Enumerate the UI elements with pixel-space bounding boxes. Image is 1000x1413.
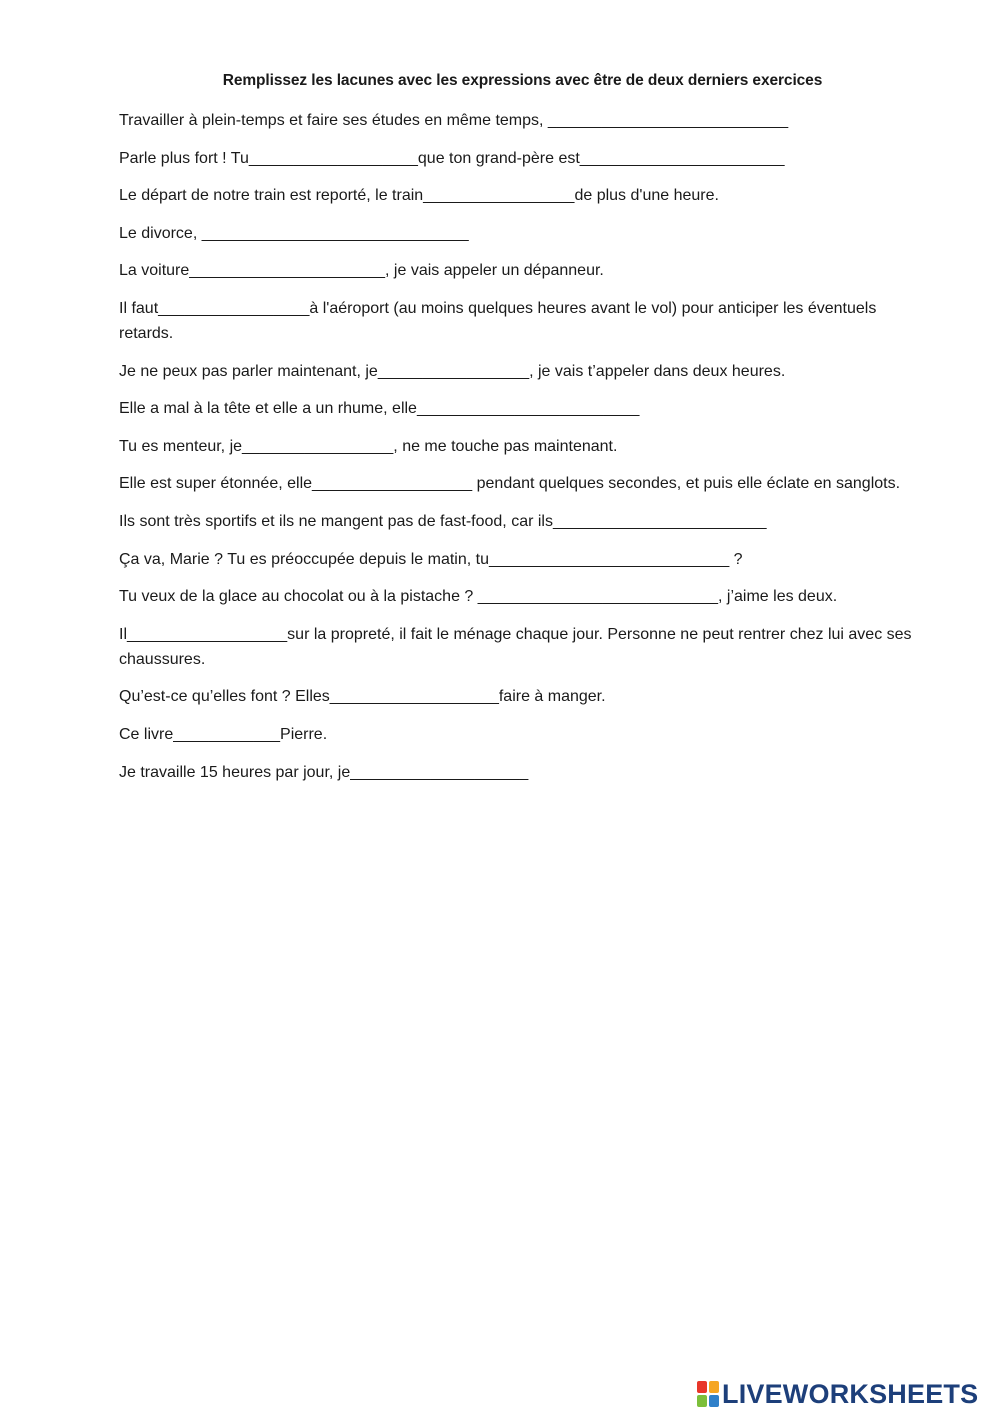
exercise-sentence: Travailler à plein-temps et faire ses études en même temps, ___________________________: [119, 112, 789, 129]
exercise-sentence: Je ne peux pas parler maintenant, je_________________, je vais t’appeler dans deux heures.: [119, 362, 786, 380]
exercise-sentence: Tu es menteur, je_________________, ne me touche pas maintenant.: [119, 437, 618, 455]
exercise-sentence: Parle plus fort ! Tu___________________que ton grand-père est_______________________: [119, 149, 785, 167]
exercise-sentence: Elle est super étonnée, elle__________________ pendant quelques secondes, et puis elle éclate en sanglots.: [119, 475, 901, 493]
exercise-sentence: Ça va, Marie ? Tu es préoccupée depuis le matin, tu___________________________ ?: [119, 550, 743, 568]
exercise-sentence: Le divorce, ______________________________: [119, 224, 469, 242]
exercise-sentence: Qu’est-ce qu’elles font ? Elles___________________faire à manger.: [119, 688, 606, 706]
exercise-sentence: Ce livre____________Pierre.: [119, 725, 328, 743]
exercise-sentence: Tu veux de la glace au chocolat ou à la pistache ? ___________________________, j’aime les deux.: [119, 588, 838, 606]
exercise-sentence: La voiture______________________, je vais appeler un dépanneur.: [119, 262, 604, 280]
exercise-sentence: Il__________________sur la propreté, il fait le ménage chaque jour. Personne ne peut rentrer chez lui avec ses chaussures.: [119, 625, 916, 668]
exercise-sentence: Il faut_________________à l'aéroport (au moins quelques heures avant le vol) pour anticiper les éventuels retards.: [119, 299, 881, 342]
exercise-sentence: Ils sont très sportifs et ils ne mangent pas de fast-food, car ils________________________: [119, 512, 767, 530]
liveworksheets-logo: [697, 1378, 978, 1410]
worksheet-title: Remplissez les lacunes avec les expressions avec être de deux derniers exercices: [222, 72, 823, 89]
exercise-sentence: Le départ de notre train est reporté, le train_________________de plus d'une heure.: [119, 187, 719, 205]
logo-text: LIVEWORKSHEETS: [722, 1378, 979, 1409]
exercise-sentence: Elle a mal à la tête et elle a un rhume, elle_________________________: [119, 400, 640, 418]
exercise-list: [119, 108, 929, 797]
liveworksheets-logo-icon: [697, 1381, 719, 1407]
exercise-sentence: Je travaille 15 heures par jour, je____________________: [119, 763, 529, 781]
